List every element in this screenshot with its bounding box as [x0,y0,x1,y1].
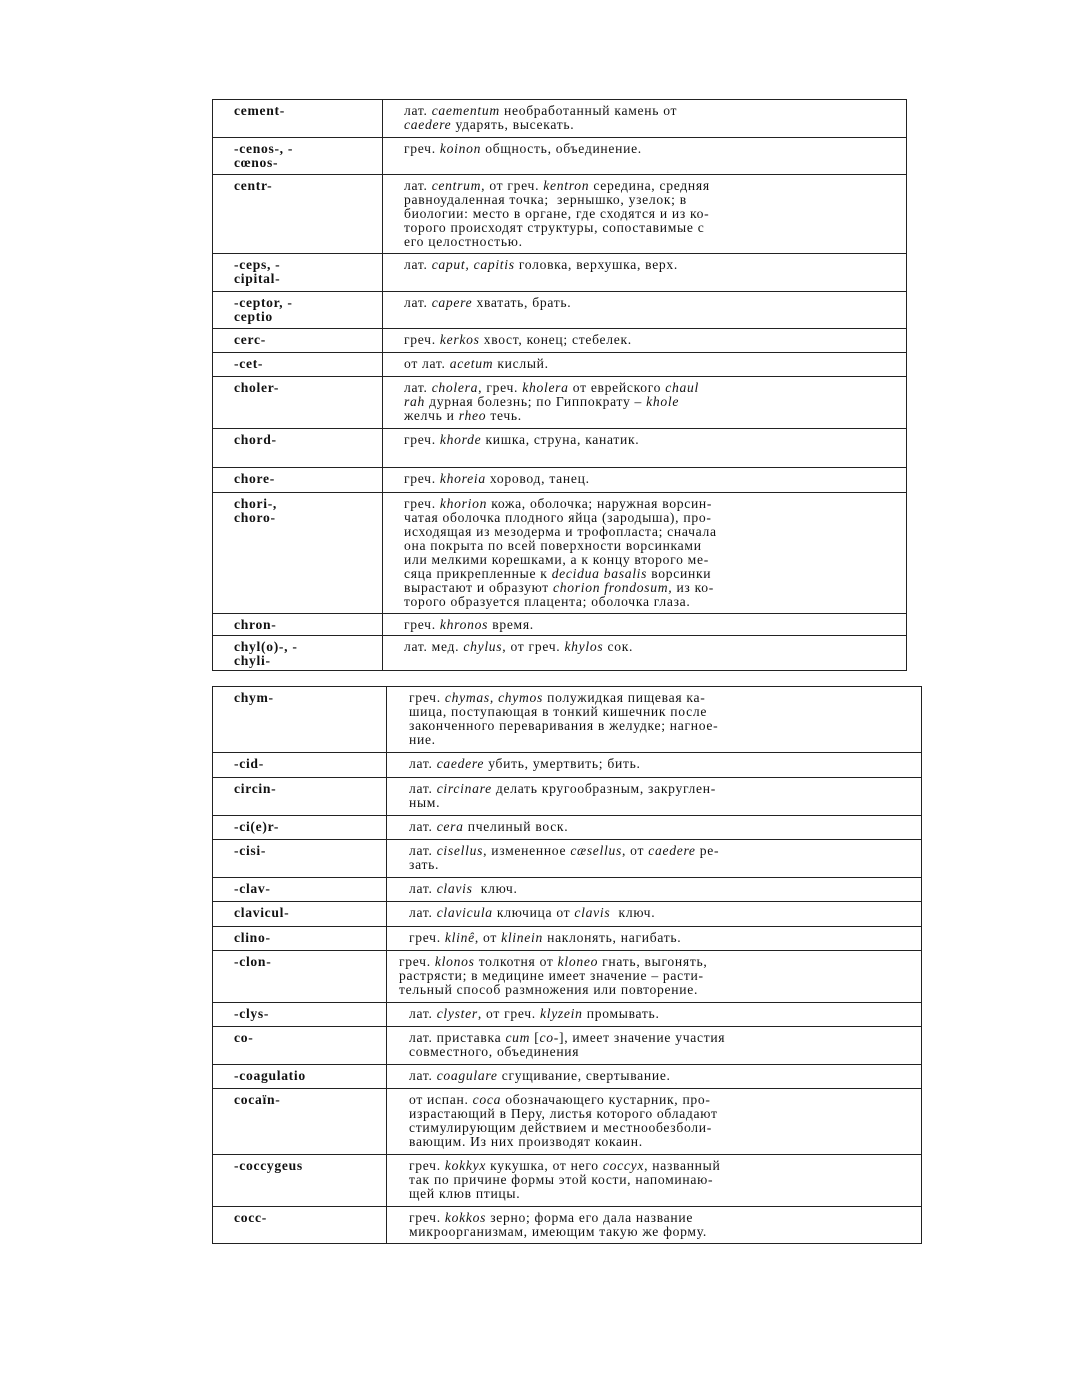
definition-text: греч. [409,930,445,945]
term-italic: coagulare [436,1068,498,1083]
definition-text: греч. [409,690,445,705]
definition-cell [387,778,922,816]
glossary-row [213,902,922,927]
term-cell: clavicul- [213,902,387,927]
definition-text: хоровод, танец. [485,471,590,486]
glossary-row [213,687,922,753]
definition-text: лат. [404,103,432,118]
term-italic: cera [436,819,464,834]
definition-cell [383,614,907,636]
definition-text: лат. [409,819,437,834]
definition-text: греч. [404,471,440,486]
term-italic: caedere [436,756,485,771]
glossary-row [213,138,907,175]
definition-text: сок. [603,639,634,654]
definition-text: убить, умертвить; бить. [484,756,641,771]
term-italic: decidua basalis [551,566,648,581]
definition-cell [383,175,907,254]
glossary-row [213,778,922,816]
definition-text: лат. [409,781,437,796]
term-cell: chord- [213,429,383,468]
term-italic: kentron [543,178,590,193]
definition-text: , от греч. [477,1006,540,1021]
definition-text: от испан. [409,1092,473,1107]
glossary-row [213,1003,922,1027]
definition-text: наклонять, нагибать. [543,930,682,945]
term-italic: coccyx [602,1158,645,1173]
definition-cell [383,429,907,468]
glossary-row [213,353,907,377]
definition-cell [383,468,907,493]
definition-text: греч. [404,332,440,347]
definition-text: дурная болезнь; по Гиппократу – [424,394,647,409]
definition-text: , измененное [483,843,571,858]
glossary-row [213,175,907,254]
definition-cell [387,1065,922,1089]
definition-text: греч. [404,141,440,156]
term-italic: kloneo [557,954,599,969]
term-italic: khoreia [439,471,486,486]
definition-text: ворсинки вырастают и образуют [404,566,712,595]
definition-cell [383,493,907,614]
term-cell: chyl(o)-, - chyli- [213,636,383,671]
term-italic: chaul rah [404,380,699,409]
term-italic: chorion frondosum, [553,580,673,595]
term-cell: -cisi- [213,840,387,878]
term-cell: -cenos-, - cœnos- [213,138,383,175]
definition-text: хватать, брать. [472,295,572,310]
term-italic: cæsellus [570,843,622,858]
definition-text: лат. [404,178,432,193]
glossary-row [213,1065,922,1089]
definition-text: лат. [404,295,432,310]
definition-text: лат. [409,881,437,896]
definition-cell [387,878,922,902]
term-cell: -clon- [213,951,387,1003]
definition-text: , греч. [478,380,523,395]
term-italic: khylos [564,639,604,654]
term-cell: -cet- [213,353,383,377]
definition-text: лат. [409,905,437,920]
glossary-row [213,468,907,493]
glossary-row [213,1155,922,1207]
glossary-row [213,816,922,840]
term-italic: klinein [501,930,543,945]
definition-text: лат. мед. [404,639,464,654]
definition-text: кожа, оболочка; наружная ворсин- чатая оболочка плодного яйца (зародыша), про- исходящая из мезодерма и трофопласта; сначала она покрыта по всей поверхности ворсинками или мелкими корешками, а к концу второго ме- сяца прикрепленные к [404,496,717,581]
definition-text: , от греч. [502,639,565,654]
glossary-row [213,1207,922,1244]
definition-text: обозначающего кустарник, про- израстающий в Перу, листья которого обладают стимулирующим действием и местнообезболи- вающим. Из них производят кокаин. [409,1092,718,1149]
glossary-row [213,377,907,429]
term-cell: co- [213,1027,387,1065]
glossary-row [213,254,907,292]
term-cell: chori-, choro- [213,493,383,614]
term-italic: klyzein [539,1006,583,1021]
term-italic: clyster [436,1006,478,1021]
glossary-row [213,878,922,902]
definition-cell [387,816,922,840]
glossary-row [213,493,907,614]
term-italic: chylus [463,639,503,654]
definition-cell [387,1207,922,1244]
definition-text: [ [530,1030,540,1045]
term-cell: -clav- [213,878,387,902]
definition-text: кишка, струна, канатик. [481,432,640,447]
definition-cell [383,636,907,671]
definition-text: необработанный камень от [503,103,678,118]
term-italic: centrum [431,178,482,193]
definition-text: лат. [404,257,432,272]
glossary-table-2 [212,686,922,1244]
definition-text: общность, объединение. [481,141,642,156]
glossary-row [213,1089,922,1155]
term-italic: clavis [436,881,473,896]
glossary-row [213,753,922,778]
term-cell: cocaïn- [213,1089,387,1155]
definition-text: ударять, высекать. [451,117,575,132]
term-italic: capere [431,295,473,310]
term-italic: cum [505,1030,531,1045]
term-italic: circinare [436,781,492,796]
glossary-row [213,951,922,1003]
definition-text: из ко- торого образуется плацента; оболочка глаза. [404,580,714,609]
definition-text: греч. [404,496,440,511]
definition-text: лат. [409,1006,437,1021]
definition-cell [387,753,922,778]
definition-text: промывать. [582,1006,660,1021]
glossary-table-1 [212,99,907,671]
term-cell: cocc- [213,1207,387,1244]
definition-text: толкотня от [474,954,558,969]
term-italic: khole [646,394,680,409]
definition-cell [387,1003,922,1027]
term-italic: coca [472,1092,502,1107]
term-cell: choler- [213,377,383,429]
definition-text: полужидкая пищевая ка- шица, поступающая в тонкий кишечник после законченного переваривания в желудке; нагное- ние. [409,690,719,747]
definition-text: лат. приставка [409,1030,506,1045]
definition-cell [387,840,922,878]
definition-text: ], имеет значение участия совместного, объединения [409,1030,726,1059]
definition-text: лат. [409,1068,437,1083]
glossary-row [213,292,907,329]
term-italic: kokkos [444,1210,487,1225]
term-italic: clavicula [436,905,493,920]
definition-text: греч. [404,432,440,447]
glossary-row [213,840,922,878]
term-italic: caput, capitis [431,257,515,272]
glossary-row [213,329,907,353]
term-cell: circin- [213,778,387,816]
term-italic: khorde [439,432,482,447]
term-cell: -ceps, - cipital- [213,254,383,292]
definition-text: лат. [409,843,437,858]
definition-text: ре- зать. [409,843,720,872]
definition-cell [383,377,907,429]
definition-cell [383,138,907,175]
term-italic: acetum [449,356,494,371]
definition-text: сгущивание, свертывание. [497,1068,671,1083]
term-cell: cerc- [213,329,383,353]
definition-text: пчелиный воск. [463,819,569,834]
term-italic: co- [539,1030,559,1045]
definition-text: кислый. [493,356,549,371]
term-cell: chym- [213,687,387,753]
definition-text: делать кругообразным, закруглен- ным. [409,781,716,810]
definition-cell [387,951,922,1003]
definition-text: середина, средняя равноудаленная точка; зернышко, узелок; в биологии: место в органе, где сходятся и из ко- торого происходят структуры, сопоставимые с его целостностью. [404,178,710,249]
term-cell: clino- [213,927,387,951]
definition-text: , от [621,843,649,858]
term-italic: khronos [439,617,489,632]
definition-text: греч. [409,1158,445,1173]
definition-text: от еврейского [568,380,666,395]
definition-cell [387,1027,922,1065]
definition-cell [387,902,922,927]
term-italic: caedere [648,843,696,858]
term-italic: caementum [431,103,500,118]
glossary-row [213,614,907,636]
term-italic: kokkyx [444,1158,487,1173]
definition-cell [383,329,907,353]
term-cell: chron- [213,614,383,636]
definition-text: ключ. [472,881,518,896]
definition-text: , от [474,930,502,945]
term-cell: -ceptor, - ceptio [213,292,383,329]
definition-text: течь. [486,408,522,423]
term-italic: cisellus [436,843,484,858]
definition-text: ключ. [610,905,656,920]
definition-text: желчь и [404,408,455,423]
glossary-row [213,429,907,468]
glossary-row [213,927,922,951]
definition-text: греч. [404,617,440,632]
term-italic: khorion [439,496,488,511]
term-cell: -cid- [213,753,387,778]
term-cell: -coccygeus [213,1155,387,1207]
glossary-row [213,100,907,138]
term-italic: chymas, chymos [444,690,544,705]
definition-text: , названный так по причине формы этой кости, напоминаю- щей клюв птицы. [409,1158,721,1201]
term-italic: rheo [458,408,487,423]
term-italic: kerkos [439,332,480,347]
term-cell: -coagulatio [213,1065,387,1089]
definition-text: греч. [399,954,435,969]
definition-cell [383,100,907,138]
definition-cell [383,292,907,329]
definition-text: кукушка, от него [486,1158,603,1173]
term-italic: clavis [574,905,611,920]
term-cell: centr- [213,175,383,254]
definition-text: , от греч. [481,178,544,193]
definition-text: греч. [409,1210,445,1225]
term-cell: -clys- [213,1003,387,1027]
term-cell: chore- [213,468,383,493]
definition-text: хвост, конец; стебелек. [479,332,632,347]
definition-cell [387,1089,922,1155]
definition-cell [387,1155,922,1207]
definition-text: от лат. [404,356,450,371]
term-cell: cement- [213,100,383,138]
definition-text: лат. [409,756,437,771]
term-cell: -ci(e)r- [213,816,387,840]
term-italic: caedere [404,117,452,132]
definition-cell [387,927,922,951]
term-italic: klonos [434,954,475,969]
term-italic: klinê [444,930,475,945]
term-italic: koinon [439,141,482,156]
definition-text: головка, верхушка, верх. [514,257,679,272]
definition-text: зерно; форма его дала название микроорганизмам, имеющим такую же форму. [409,1210,707,1239]
definition-cell [387,687,922,753]
definition-cell [383,254,907,292]
definition-cell [383,353,907,377]
definition-text: лат. [404,380,432,395]
definition-text: гнать, выгонять, растрясти; в медицине имеет значение – расти- тельный способ размножения или повторение. [399,954,708,997]
definition-text: ключица от [492,905,575,920]
term-italic: cholera [431,380,479,395]
glossary-row [213,636,907,671]
term-italic: kholera [522,380,569,395]
definition-text: время. [488,617,534,632]
glossary-row [213,1027,922,1065]
